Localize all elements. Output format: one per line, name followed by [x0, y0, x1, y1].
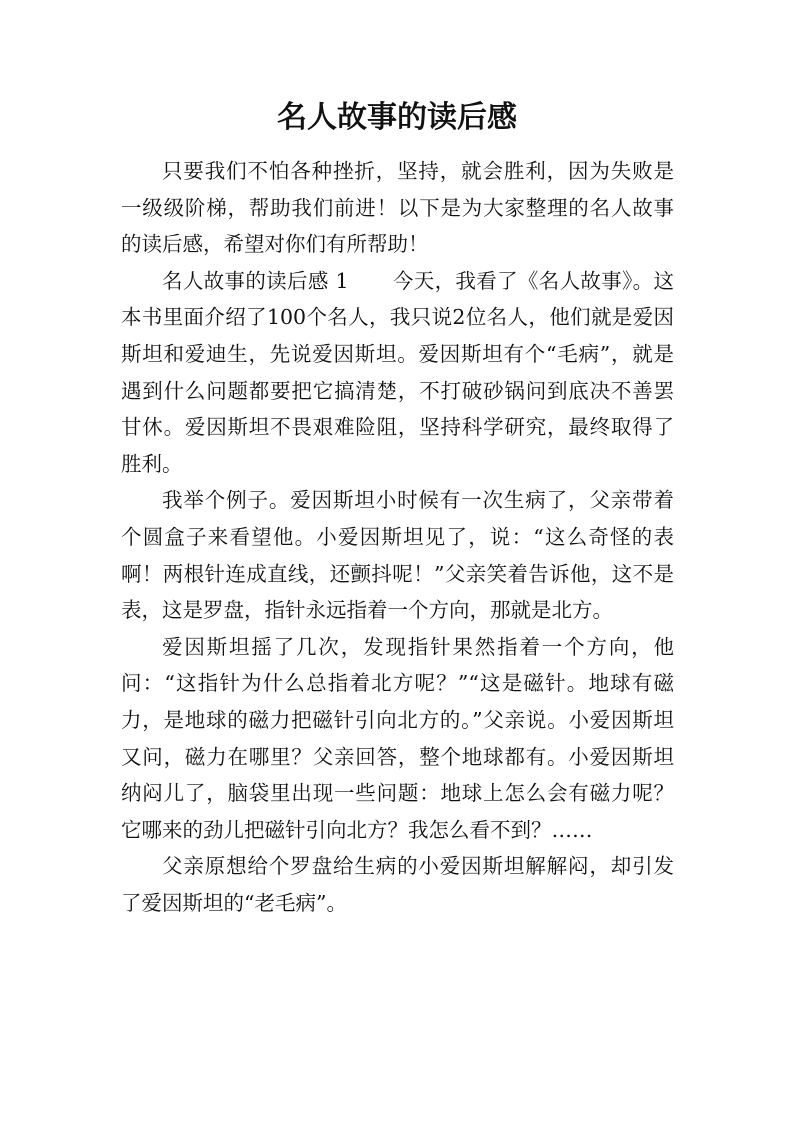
document-body [121, 153, 674, 921]
section-text: 今天，我看了《名人故事》。这本书里面介绍了100个名人，我只说2位名人，他们就是爱因斯坦和爱迪生，先说爱因斯坦。爱因斯坦有个“毛病”，就是遇到什么问题都要把它搞清楚，不打破砂锅问到底决不善罢甘休。爱因斯坦不畏艰难险阻，坚持科学研究，最终取得了胜利。 [121, 268, 675, 476]
compass-paragraph: 爱因斯坦摇了几次，发现指针果然指着一个方向，他问：“这指针为什么总指着北方呢？”“这是磁针。地球有磁力，是地球的磁力把磁针引向北方的。”父亲说。小爱因斯坦又问，磁力在哪里？父亲回答，整个地球都有。小爱因斯坦纳闷儿了，脑袋里出现一些问题：地球上怎么会有磁力呢？它哪来的劲儿把磁针引向北方？我怎么看不到？…… [121, 634, 674, 842]
section-paragraph [121, 263, 674, 483]
example-paragraph: 我举个例子。爱因斯坦小时候有一次生病了，父亲带着个圆盒子来看望他。小爱因斯坦见了，说：“这么奇怪的表啊！两根针连成直线，还颤抖呢！”父亲笑着告诉他，这不是表，这是罗盘，指针永远指着一个方向，那就是北方。 [121, 488, 674, 623]
closing-paragraph: 父亲原想给个罗盘给生病的小爱因斯坦解解闷，却引发了爱因斯坦的“老毛病”。 [121, 854, 674, 915]
document-title: 名人故事的读后感 [277, 100, 517, 135]
section-heading: 名人故事的读后感 1 [162, 268, 349, 293]
intro-paragraph: 只要我们不怕各种挫折，坚持，就会胜利，因为失败是一级级阶梯，帮助我们前进！以下是为大家整理的名人故事的读后感，希望对你们有所帮助！ [121, 159, 674, 257]
